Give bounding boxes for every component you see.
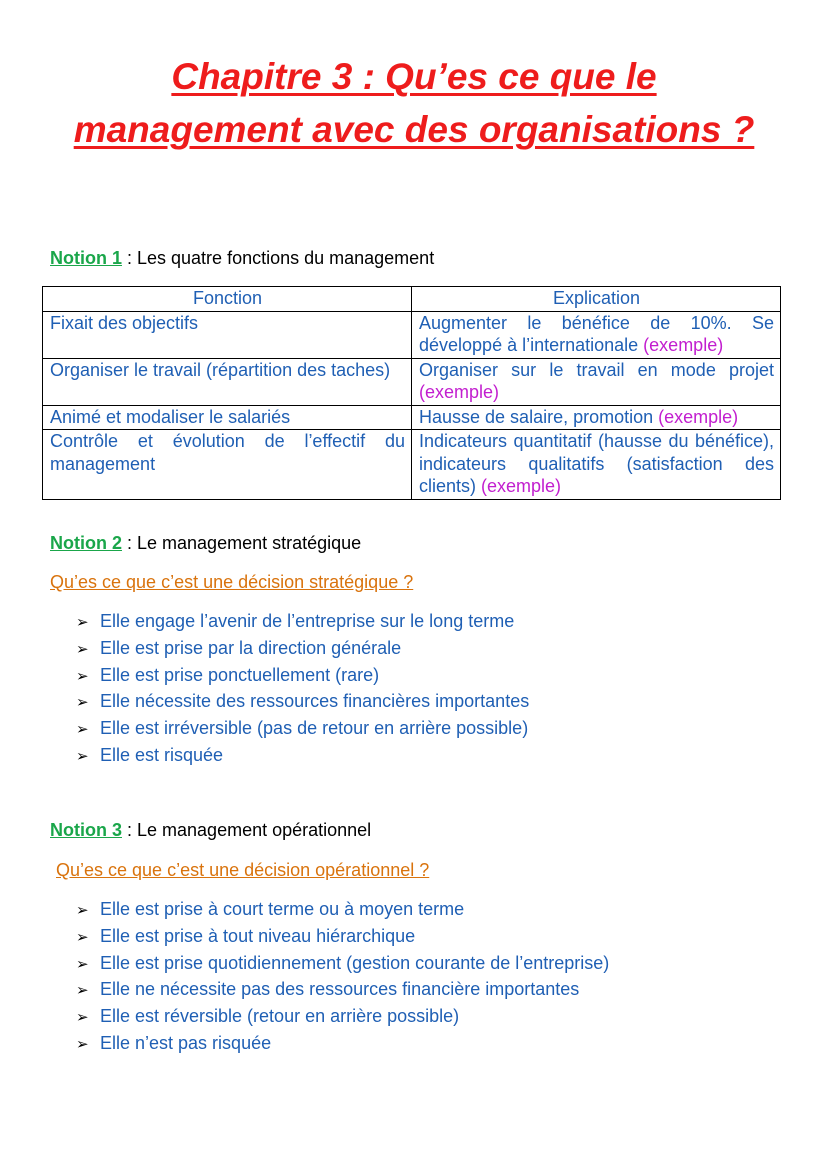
bullet-text: Elle nécessite des ressources financières importantes [100, 691, 530, 712]
arrow-bullet-icon: ➢ [76, 982, 89, 1000]
bullet-text: Elle ne nécessite pas des ressources financière importantes [100, 979, 580, 1000]
explication-text: Augmenter le bénéfice de 10%. Se développé à l’internationale [419, 312, 774, 355]
arrow-bullet-icon: ➢ [76, 747, 89, 765]
cell-explication [412, 358, 781, 405]
notion-3-heading [50, 819, 371, 841]
explication-text: Organiser sur le travail en mode projet [419, 359, 774, 380]
list-item [76, 1004, 609, 1031]
list-item [76, 636, 529, 663]
list-item [76, 951, 609, 978]
table-header-row [43, 287, 781, 312]
notion-3-bullet-list [76, 897, 609, 1058]
exemple-tag: (exemple) [643, 335, 724, 355]
chapter-title-line-1: Chapitre 3 : Qu’es ce que le [171, 56, 657, 97]
notion-2-label: Notion 2 [50, 533, 122, 553]
list-item [76, 977, 609, 1004]
arrow-bullet-icon: ➢ [76, 640, 89, 658]
notion-3-label: Notion 3 [50, 820, 122, 840]
exemple-tag: (exemple) [419, 382, 500, 402]
exemple-tag: (exemple) [658, 406, 739, 427]
cell-explication [412, 430, 781, 500]
list-item [76, 689, 529, 716]
notion-2-bullet-list [76, 609, 529, 770]
bullet-text: Elle engage l’avenir de l’entreprise sur le long terme [100, 611, 515, 631]
list-item [76, 663, 529, 690]
cell-fonction: Fixait des objectifs [43, 311, 412, 358]
table-row [43, 405, 781, 430]
cell-explication [412, 405, 781, 430]
header-fonction: Fonction [43, 287, 412, 312]
arrow-bullet-icon: ➢ [76, 902, 89, 919]
list-item [76, 924, 609, 951]
notion-1-label: Notion 1 [50, 248, 122, 268]
bullet-text: Elle est prise par la direction générale [100, 637, 402, 658]
bullet-text: Elle est réversible (retour en arrière possible) [100, 1006, 460, 1027]
table-row [43, 358, 781, 405]
cell-fonction: Organiser le travail (répartition des taches) [43, 358, 412, 405]
notion-3-question: Qu’es ce que c’est une décision opérationnel ? [56, 860, 430, 880]
arrow-bullet-icon: ➢ [76, 667, 89, 685]
chapter-title [0, 50, 828, 156]
header-explication: Explication [412, 287, 781, 312]
arrow-bullet-icon: ➢ [76, 928, 89, 946]
notion-2-question: Qu’es ce que c’est une décision stratégique ? [50, 572, 414, 592]
arrow-bullet-icon: ➢ [76, 614, 89, 631]
cell-explication [412, 311, 781, 358]
table-row [43, 430, 781, 500]
notion-2-heading [50, 532, 361, 554]
bullet-text: Elle est prise ponctuellement (rare) [100, 664, 380, 685]
arrow-bullet-icon: ➢ [76, 694, 89, 712]
bullet-text: Elle est prise quotidiennement (gestion courante de l’entreprise) [100, 952, 610, 973]
bullet-text: Elle est risquée [100, 744, 224, 765]
bullet-text: Elle est prise à court terme ou à moyen terme [100, 899, 465, 919]
list-item [76, 897, 609, 924]
list-item [76, 716, 529, 743]
arrow-bullet-icon: ➢ [76, 1035, 89, 1053]
notion-1-text: : Les quatre fonctions du management [122, 248, 435, 268]
arrow-bullet-icon: ➢ [76, 721, 89, 739]
table-row [43, 311, 781, 358]
chapter-title-line-2: management avec des organisations ? [73, 109, 755, 150]
exemple-tag: (exemple) [481, 476, 562, 496]
notion-3-text: : Le management opérationnel [122, 820, 372, 840]
list-item [76, 609, 529, 636]
explication-text: Hausse de salaire, promotion [419, 406, 659, 427]
cell-fonction: Animé et modaliser le salariés [43, 405, 412, 430]
list-item [76, 1031, 609, 1058]
bullet-text: Elle n’est pas risquée [100, 1032, 272, 1053]
bullet-text: Elle est prise à tout niveau hiérarchique [100, 925, 416, 946]
notion-1-heading [50, 247, 434, 269]
list-item [76, 743, 529, 770]
arrow-bullet-icon: ➢ [76, 1009, 89, 1027]
functions-table [42, 286, 781, 500]
notion-2-text: : Le management stratégique [122, 533, 362, 553]
bullet-text: Elle est irréversible (pas de retour en arrière possible) [100, 718, 529, 739]
arrow-bullet-icon: ➢ [76, 955, 89, 973]
explication-text: Indicateurs quantitatif (hausse du bénéfice), indicateurs qualitatifs (satisfaction des clients) [419, 431, 774, 496]
cell-fonction: Contrôle et évolution de l’effectif du management [43, 430, 412, 500]
